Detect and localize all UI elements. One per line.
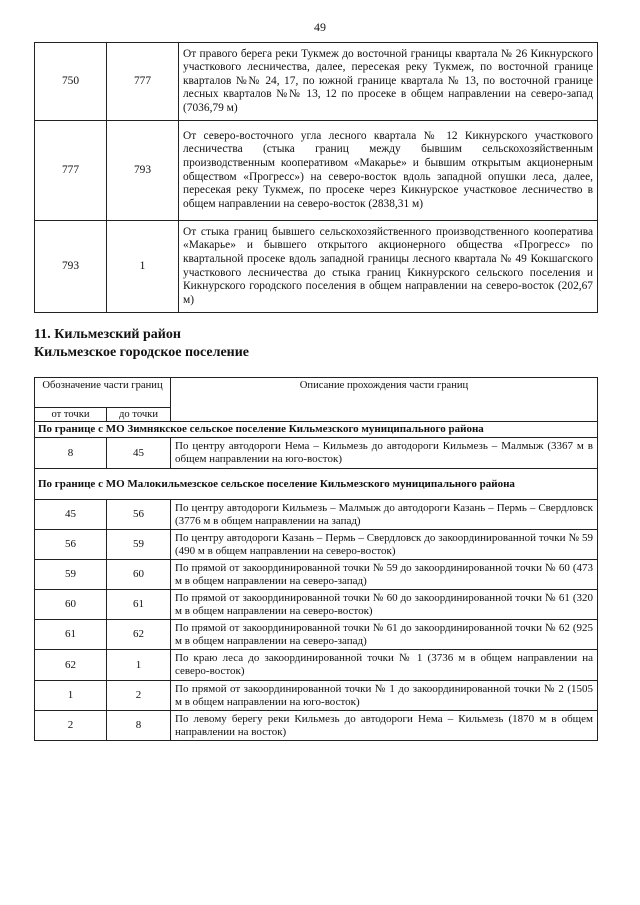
description-cell: По центру автодороги Нема – Кильмезь до автодороги Кильмезь – Малмыж (3367 м в общем направлении на юго-восток) — [171, 438, 598, 469]
table-row — [35, 438, 598, 469]
from-point-cell: 59 — [35, 560, 107, 590]
to-point-cell: 1 — [107, 221, 179, 313]
description-cell: По прямой от закоординированной точки № 61 до закоординированной точки № 62 (925 м в общем направлении на северо-запад) — [171, 620, 598, 650]
description-cell: По левому берегу реки Кильмезь до автодороги Нема – Кильмезь (1870 м в общем направлении на восток) — [171, 711, 598, 741]
description-cell: По прямой от закоординированной точки № 60 до закоординированной точки № 61 (320 м в общем направлении на северо-восток) — [171, 590, 598, 620]
designation-header: Обозначение части границ — [35, 378, 171, 408]
table-row — [35, 560, 598, 590]
district-heading: 11. Кильмезский район — [34, 327, 181, 342]
from-point-cell: 1 — [35, 681, 107, 711]
to-point-cell: 8 — [107, 711, 171, 741]
to-point-header: до точки — [107, 408, 171, 422]
from-point-header: от точки — [35, 408, 107, 422]
description-header: Описание прохождения части границ — [171, 378, 598, 422]
description-cell: По центру автодороги Кильмезь – Малмыж до автодороги Казань – Пермь – Свердловск (3776 м в общем направлении на запад) — [171, 500, 598, 530]
from-point-cell: 8 — [35, 438, 107, 469]
from-point-cell: 60 — [35, 590, 107, 620]
section-title-malokilmezskoe: По границе с МО Малокильмезское сельское поселение Кильмезского муниципального района — [35, 469, 598, 500]
from-point-cell: 61 — [35, 620, 107, 650]
boundary-table-continued — [34, 42, 598, 313]
to-point-cell: 45 — [107, 438, 171, 469]
to-point-cell: 62 — [107, 620, 171, 650]
table-header-row — [35, 378, 598, 408]
to-point-cell: 2 — [107, 681, 171, 711]
table-row — [35, 121, 598, 221]
table-row — [35, 530, 598, 560]
from-point-cell: 56 — [35, 530, 107, 560]
table-row — [35, 711, 598, 741]
from-point-cell: 793 — [35, 221, 107, 313]
table-row — [35, 681, 598, 711]
table-row — [35, 620, 598, 650]
table-row — [35, 221, 598, 313]
table-row — [35, 43, 598, 121]
settlement-boundary-table — [34, 377, 598, 741]
from-point-cell: 62 — [35, 650, 107, 681]
to-point-cell: 1 — [107, 650, 171, 681]
from-point-cell: 45 — [35, 500, 107, 530]
description-cell: По краю леса до закоординированной точки № 1 (3736 м в общем направлении на северо-восток) — [171, 650, 598, 681]
table-row — [35, 500, 598, 530]
description-cell: По центру автодороги Казань – Пермь – Свердловск до закоординированной точки № 59 (490 м в общем направлении на северо-восток) — [171, 530, 598, 560]
section-title-zimnyakskoe: По границе с МО Зимнякское сельское поселение Кильмезского муниципального района — [35, 422, 598, 438]
to-point-cell: 60 — [107, 560, 171, 590]
from-point-cell: 2 — [35, 711, 107, 741]
section-row — [35, 422, 598, 438]
page-number: 49 — [314, 20, 326, 34]
section-row — [35, 469, 598, 500]
to-point-cell: 777 — [107, 43, 179, 121]
to-point-cell: 59 — [107, 530, 171, 560]
description-cell: От стыка границ бывшего сельскохозяйственного производственного кооператива «Макарье» и бывшего открытого акционерного общества «Прогресс» по квартальной просеке вдоль западной границы лесного квартала № 49 Кокшагского участкового лесничества до стыка границ Кикнурского сельского поселения и Кикнурского городского поселения в общем направлении на северо-восток (202,67 м) — [179, 221, 598, 313]
table-row — [35, 650, 598, 681]
to-point-cell: 61 — [107, 590, 171, 620]
description-cell: По прямой от закоординированной точки № 1 до закоординированной точки № 2 (1505 м в общем направлении на юго-восток) — [171, 681, 598, 711]
table-row — [35, 590, 598, 620]
to-point-cell: 56 — [107, 500, 171, 530]
description-cell: От северо-восточного угла лесного квартала № 12 Кикнурского участкового лесничества (стыка границ между бывшим сельскохозяйственным производственным кооперативом «Макарье» и бывшим открытым акционерным обществом «Прогресс») на северо-восток вдоль западной опушки леса, далее, пересекая реку Тукмеж, по просеке через Кикнурское участковое лесничество в общем направлении на северо-восток (2838,31 м) — [179, 121, 598, 221]
description-cell: От правого берега реки Тукмеж до восточной границы квартала № 26 Кикнурского участкового лесничества, далее, пересекая реку Тукмеж, по восточной границе кварталов №№ 24, 17, по южной границе квартала № 13, по восточной границе лесных кварталов №№ 13, 12 по просеке в общем направлении на северо-запад (7036,79 м) — [179, 43, 598, 121]
description-cell: По прямой от закоординированной точки № 59 до закоординированной точки № 60 (473 м в общем направлении на северо-запад) — [171, 560, 598, 590]
from-point-cell: 750 — [35, 43, 107, 121]
settlement-heading: Кильмезское городское поселение — [34, 345, 250, 360]
from-point-cell: 777 — [35, 121, 107, 221]
to-point-cell: 793 — [107, 121, 179, 221]
